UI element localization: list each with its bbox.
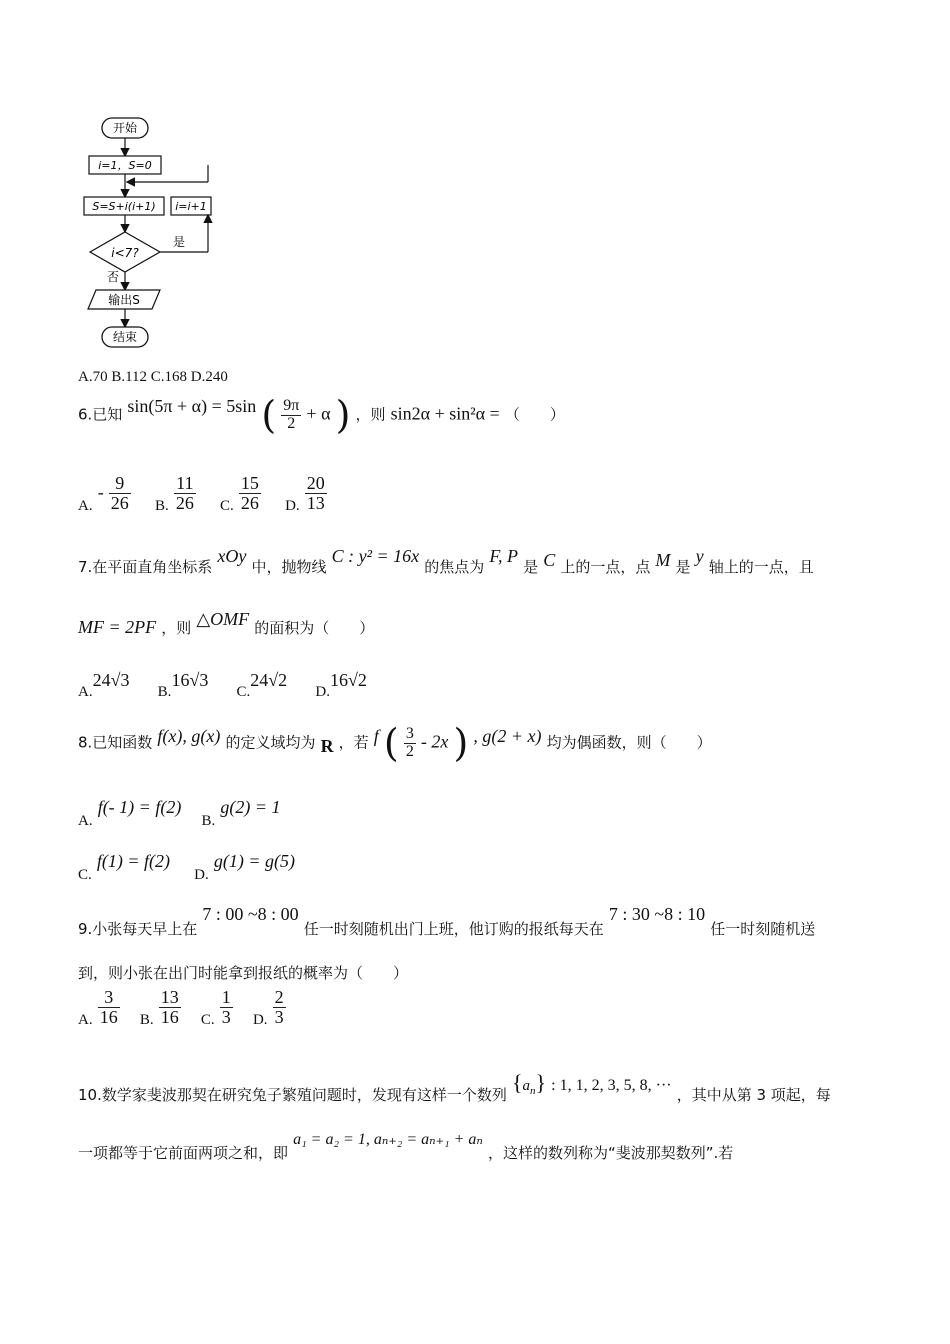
flowchart-output: [88, 290, 160, 309]
q7-options: A.24√3 B.16√3 C.24√2 D.16√2: [78, 670, 367, 700]
q8-options-cd: C. f(1) = f(2) D. g(1) = g(5): [78, 851, 295, 883]
flowchart-no-label: 否: [107, 270, 120, 284]
svg-text:开始: 开始: [112, 121, 138, 135]
svg-text:S=S+i(i+1): S=S+i(i+1): [92, 200, 156, 213]
q10-stem-line1: 10.数学家斐波那契在研究兔子繁殖问题时，发现有这样一个数列 $\{a_n\}$ : 1, 1, 2, 3, 5, 8, ··· ，其中从第 3 项起，每: [78, 1070, 831, 1104]
flowchart-process-box: [84, 197, 164, 215]
q6-stem: 6.已知 sin(5π + α) = 5sin ( $\frac{9\pi}{2}$ + α ) ，则 sin2α + sin²α = （ ）: [78, 393, 565, 437]
flowchart-yes-label: 是: [173, 235, 186, 249]
q6-options: A. - $\frac{9}{26}$ B. $\frac{11}{26}$ C. $\frac{15}{26}$ D. $\frac{20}{13}$: [78, 473, 325, 514]
q10-stem-line2: 一项都等于它前面两项之和，即 a₁ = a₂ = 1, aₙ₊₂ = aₙ₊₁ + aₙ ，这样的数列称为“斐波那契数列”.若: [78, 1131, 734, 1162]
svg-text:结束: 结束: [112, 330, 138, 344]
svg-text:i=1，S=0: i=1，S=0: [98, 159, 152, 172]
q7-stem-line2: MF = 2PF ，则 △OMF 的面积为（ ）: [78, 609, 375, 637]
svg-text:输出S: 输出S: [108, 293, 140, 307]
q9-stem-line1: 9.小张每天早上在 7 : 00 ~8 : 00 任一时刻随机出门上班，他订购的报纸每天在 7 : 30 ~8 : 10 任一时刻随机送: [78, 904, 816, 938]
svg-text:i<7?: i<7?: [111, 246, 139, 260]
flowchart-decision: [90, 232, 160, 272]
flowchart-end: [102, 327, 148, 347]
svg-text:i=i+1: i=i+1: [175, 200, 207, 213]
flowchart-increment-box: [171, 197, 211, 215]
flowchart: [80, 110, 230, 355]
q9-stem-line2: 到，则小张在出门时能拿到报纸的概率为（ ）: [78, 964, 409, 982]
q9-options: A. $\frac{3}{16}$ B. $\frac{13}{16}$ C. $\frac{1}{3}$ D. $\frac{2}{3}$: [78, 987, 284, 1028]
q8-stem: 8.已知函数 f(x), g(x) 的定义域均为 R ，若 f ( $\frac{3}{2}$ - 2x ) , g(2 + x) 均为偶函数，则（ ）: [78, 721, 712, 765]
flowchart-start: [102, 118, 148, 138]
q7-stem-line1: 7.在平面直角坐标系 xOy 中，抛物线 C : y² = 16x 的焦点为 F, P 是 C 上的一点，点 M 是 y 轴上的一点，且: [78, 546, 814, 576]
flowchart-init-box: [89, 156, 161, 174]
q5-options: A.70 B.112 C.168 D.240: [78, 369, 228, 385]
q8-options-ab: A. f(- 1) = f(2) B. g(2) = 1: [78, 797, 281, 829]
